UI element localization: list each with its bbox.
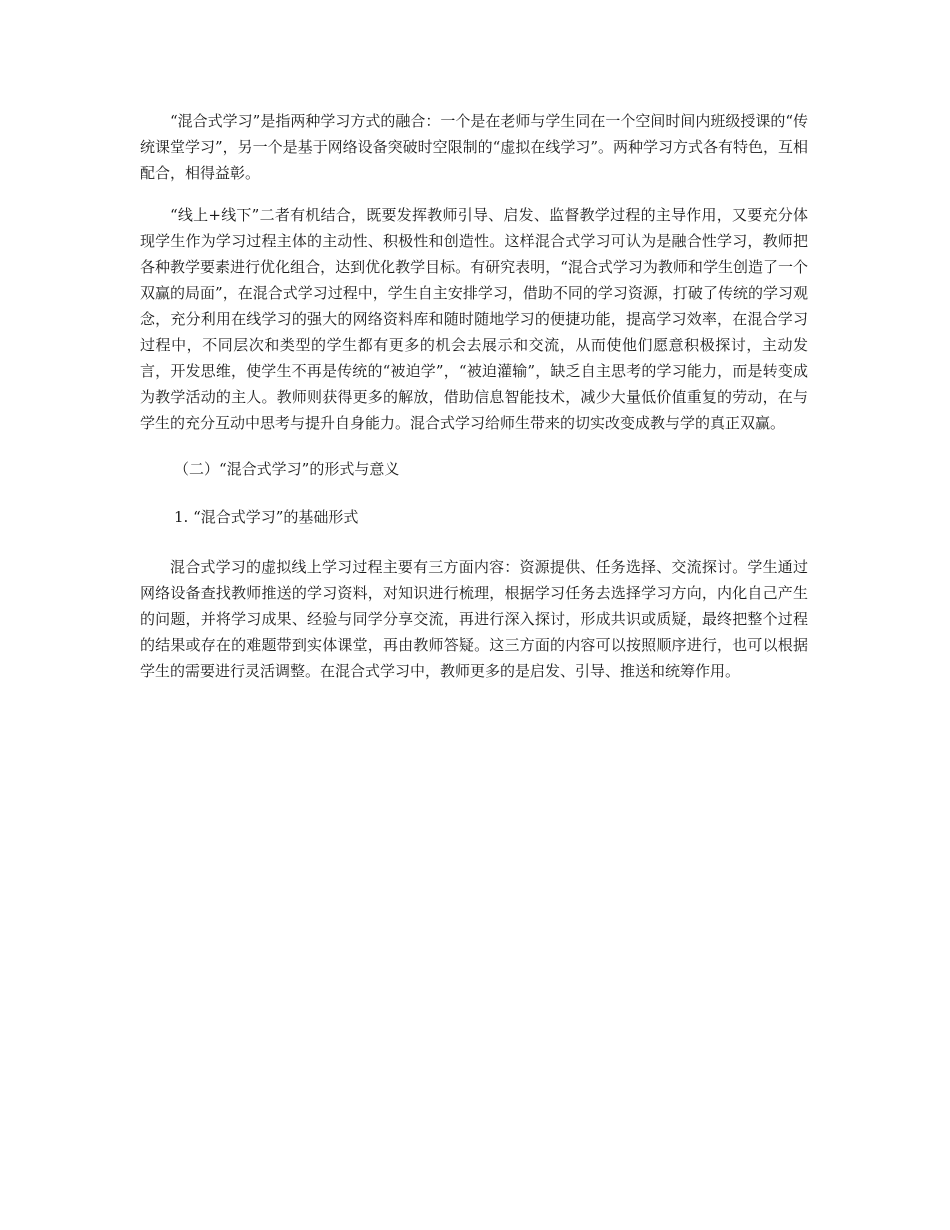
subsection-heading: 1. “混合式学习”的基础形式 bbox=[174, 508, 359, 526]
document-body bbox=[140, 108, 808, 684]
section-heading: （二）“混合式学习”的形式与意义 bbox=[174, 460, 400, 478]
paragraph-basic-form: 混合式学习的虚拟线上学习过程主要有三方面内容：资源提供、任务选择、交流探讨。学生通过网络设备查找教师推送的学习资料，对知识进行梳理，根据学习任务去选择学习方向，内化自己产生的问题，并将学习成果、经验与同学分享交流，再进行深入探讨，形成共识或质疑，最终把整个过程的结果或存在的难题带到实体课堂，再由教师答疑。这三方面的内容可以按照顺序进行，也可以根据学生的需要进行灵活调整。在混合式学习中，教师更多的是启发、引导、推送和统筹作用。 bbox=[140, 558, 808, 680]
paragraph-definition: “混合式学习”是指两种学习方式的融合：一个是在老师与学生同在一个空间时间内班级授课的“传统课堂学习”，另一个是基于网络设备突破时空限制的“虚拟在线学习”。两种学习方式各有特色，互相配合，相得益彰。 bbox=[140, 112, 809, 182]
paragraph-online-offline: “线上+线下”二者有机结合，既要发挥教师引导、启发、监督教学过程的主导作用，又要充分体现学生作为学习过程主体的主动性、积极性和创造性。这样混合式学习可认为是融合性学习，教师把各种教学要素进行优化组合，达到优化教学目标。有研究表明，“混合式学习为教师和学生创造了一个双赢的局面”，在混合式学习过程中，学生自主安排学习，借助不同的学习资源，打破了传统的学习观念，充分利用在线学习的强大的网络资料库和随时随地学习的便捷功能，提高学习效率，在混合学习过程中，不同层次和类型的学生都有更多的机会去展示和交流，从而使他们愿意积极探讨，主动发言，开发思维，使学生不再是传统的“被迫学”，“被迫灌输”，缺乏自主思考的学习能力，而是转变成为教学活动的主人。教师则获得更多的解放，借助信息智能技术，减少大量低价值重复的劳动，在与学生的充分互动中思考与提升自身能力。混合式学习给师生带来的切实改变成教与学的真正双赢。 bbox=[140, 206, 808, 432]
